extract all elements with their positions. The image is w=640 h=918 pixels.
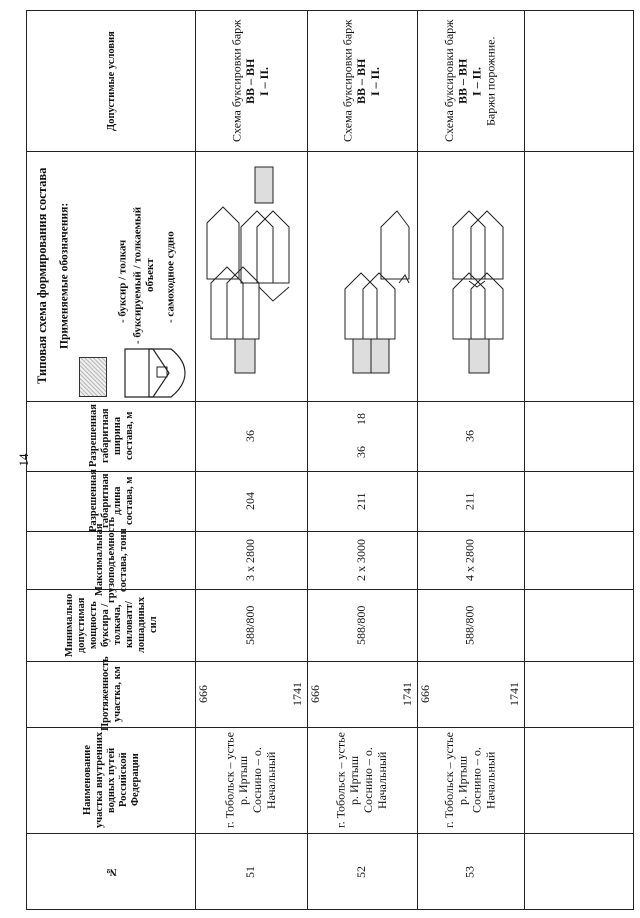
row-53-places: г. Тобольск – устье р. Иртыш Соснино – о. Начальный — [441, 732, 498, 828]
row-52-places: г. Тобольск – устье р. Иртыш Соснино – о. Начальный — [333, 732, 389, 828]
row-52-width: 36 18 — [354, 413, 369, 459]
row-52-num: 52 — [354, 866, 369, 878]
row-53-width: 36 — [462, 430, 477, 442]
towing-schemes-table — [26, 10, 634, 910]
header-section-name: Наименование участка внутренних водных путей Российской Федерации — [81, 731, 142, 829]
legend-title: Применяемые обозначения: — [58, 202, 71, 350]
header-num: № — [105, 866, 117, 878]
row-51-num: 51 — [243, 866, 258, 878]
header-min-power: Минимально допустимая мощность буксира / толкача, киловатт/лошадиных сил — [63, 593, 160, 657]
row-52-conditions: Схема буксировки барж ВВ – ВН I – II. — [340, 19, 382, 143]
self-propelled-legend-shape — [147, 347, 187, 399]
row-51-lengths: 666 1741 — [196, 682, 305, 706]
row-52-scheme — [309, 153, 415, 399]
page-number: 14 — [16, 453, 31, 467]
row-51-length: 204 — [243, 492, 258, 510]
row-53-power: 588/800 — [462, 605, 477, 645]
row-51-conditions: Схема буксировки барж ВВ – ВН I – II. — [229, 19, 271, 143]
header-allowed-width: Разрешенная габаритная ширина состава, м — [87, 404, 136, 468]
header-scheme: Типовая схема формирования состава — [34, 167, 49, 385]
legend-tug-label: - буксир / толкач — [116, 239, 129, 323]
row-53-num: 53 — [462, 866, 477, 878]
row-53-scheme — [419, 153, 522, 399]
legend-self-propelled-label: - самоходное судно — [164, 231, 177, 323]
row-51-scheme — [197, 153, 305, 399]
row-52-length: 211 — [354, 492, 369, 510]
row-53-length: 211 — [462, 492, 477, 510]
row-52-power: 588/800 — [354, 605, 369, 645]
row-51-capacity: 3 х 2800 — [243, 539, 258, 581]
legend-barge-label: - буксируемый / толкаемый объект — [131, 206, 156, 344]
row-51-power: 588/800 — [243, 605, 258, 645]
header-max-capacity: Максимальная грузоподъемность состава, тонн — [93, 516, 130, 604]
header-conditions: Допустимые условия — [105, 31, 117, 131]
header-allowed-length: Разрешенная габаритная длина состава, м — [87, 469, 136, 533]
row-53-lengths: 666 1741 — [418, 682, 522, 706]
row-52-lengths: 666 1741 — [308, 682, 415, 706]
row-53-capacity: 4 х 2800 — [462, 539, 477, 581]
row-51-width: 36 — [243, 430, 258, 442]
row-52-capacity: 2 х 3000 — [354, 539, 369, 581]
header-length: Протяженность участка, км — [99, 656, 123, 732]
empty-column — [526, 11, 631, 909]
row-53-conditions: Схема буксировки барж ВВ – ВН I – II. Баржи порожние. — [441, 19, 498, 143]
row-51-places: г. Тобольск – устье р. Иртыш Соснино – о. Начальный — [222, 732, 278, 828]
tug-legend-swatch — [79, 357, 107, 397]
